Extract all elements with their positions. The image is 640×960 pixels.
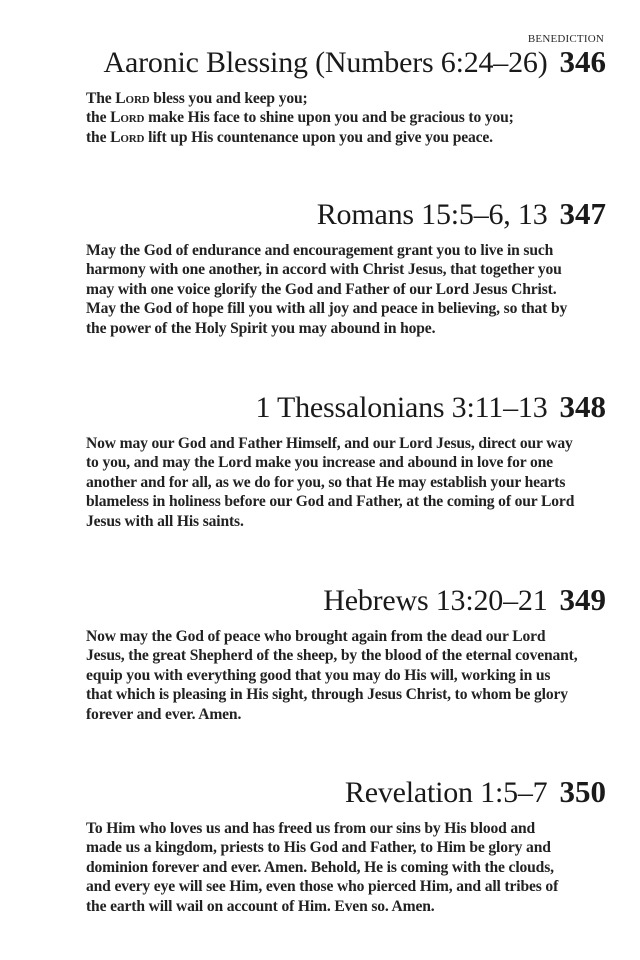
text-line: made us a kingdom, priests to His God and Father, to Him be glory and bbox=[86, 839, 551, 857]
entry-heading bbox=[86, 582, 606, 618]
entry-text bbox=[86, 241, 606, 338]
entry-number: 346 bbox=[559, 44, 606, 79]
entry-heading bbox=[86, 774, 606, 810]
text-line: Now may the God of peace who brought again from the dead our Lord bbox=[86, 628, 546, 645]
text-line: May the God of endurance and encouragement grant you to live in such bbox=[86, 242, 554, 259]
entry-text bbox=[86, 89, 606, 147]
entry-347 bbox=[86, 196, 606, 338]
text-line: Jesus with all His saints. bbox=[86, 512, 244, 530]
text-line: Now may our God and Father Himself, and our Lord Jesus, direct our way bbox=[86, 435, 573, 452]
entry-text bbox=[86, 434, 606, 531]
text-run: bless you and keep you; bbox=[149, 90, 308, 107]
entry-heading bbox=[86, 389, 606, 425]
lord-small-caps: Lord bbox=[115, 90, 150, 107]
text-line: may with one voice glorify the God and Father of our Lord Jesus Christ. bbox=[86, 280, 557, 298]
text-line: another and for all, as we do for you, so that He may establish your hearts bbox=[86, 473, 566, 491]
entry-title: 1 Thessalonians 3:11–13 bbox=[255, 391, 548, 424]
entry-title: Hebrews 13:20–21 bbox=[323, 584, 548, 617]
text-line: May the God of hope fill you with all joy and peace in believing, so that by bbox=[86, 300, 568, 318]
text-line bbox=[86, 89, 606, 108]
entry-number: 348 bbox=[559, 389, 606, 424]
text-line: forever and ever. Amen. bbox=[86, 705, 242, 723]
text-run: lift up His countenance upon you and give you peace. bbox=[144, 128, 493, 146]
lord-small-caps: Lord bbox=[110, 109, 145, 127]
text-line: and every eye will see Him, even those who pierced Him, and all tribes of bbox=[86, 878, 559, 896]
entry-title: Romans 15:5–6, 13 bbox=[316, 198, 548, 231]
entry-number: 349 bbox=[559, 582, 606, 617]
text-line: the earth will wail on account of Him. Even so. Amen. bbox=[86, 897, 435, 915]
entry-text bbox=[86, 819, 606, 916]
text-run: The bbox=[86, 90, 116, 107]
entry-title: Revelation 1:5–7 bbox=[344, 776, 548, 809]
text-line bbox=[86, 108, 606, 127]
entry-number: 347 bbox=[559, 196, 606, 231]
lord-small-caps: Lord bbox=[110, 128, 145, 146]
entry-heading bbox=[86, 44, 606, 80]
section-label: BENEDICTION bbox=[527, 33, 604, 45]
text-line: dominion forever and ever. Amen. Behold, He is coming with the clouds, bbox=[86, 858, 554, 876]
text-line bbox=[86, 128, 606, 147]
entry-348 bbox=[86, 389, 606, 531]
text-run: the bbox=[86, 128, 111, 146]
text-line: To Him who loves us and has freed us from our sins by His blood and bbox=[86, 820, 536, 837]
text-line: to you, and may the Lord make you increase and abound in love for one bbox=[86, 454, 553, 472]
entry-number: 350 bbox=[559, 774, 606, 809]
entry-346 bbox=[86, 44, 606, 147]
entry-text bbox=[86, 627, 606, 724]
text-run: the bbox=[86, 109, 111, 127]
entry-title: Aaronic Blessing (Numbers 6:24–26) bbox=[103, 46, 548, 79]
text-run: make His face to shine upon you and be gracious to you; bbox=[144, 109, 514, 127]
entry-heading bbox=[86, 196, 606, 232]
text-line: equip you with everything good that you may do His will, working in us bbox=[86, 666, 551, 684]
text-line: blameless in holiness before our God and Father, at the coming of our Lord bbox=[86, 493, 575, 511]
text-line: harmony with one another, in accord with Christ Jesus, that together you bbox=[86, 261, 562, 279]
entry-349 bbox=[86, 582, 606, 724]
entry-350 bbox=[86, 774, 606, 916]
text-line: the power of the Holy Spirit you may abound in hope. bbox=[86, 319, 436, 337]
text-line: Jesus, the great Shepherd of the sheep, by the blood of the eternal covenant, bbox=[86, 647, 578, 665]
text-line: that which is pleasing in His sight, through Jesus Christ, to whom be glory bbox=[86, 686, 568, 704]
